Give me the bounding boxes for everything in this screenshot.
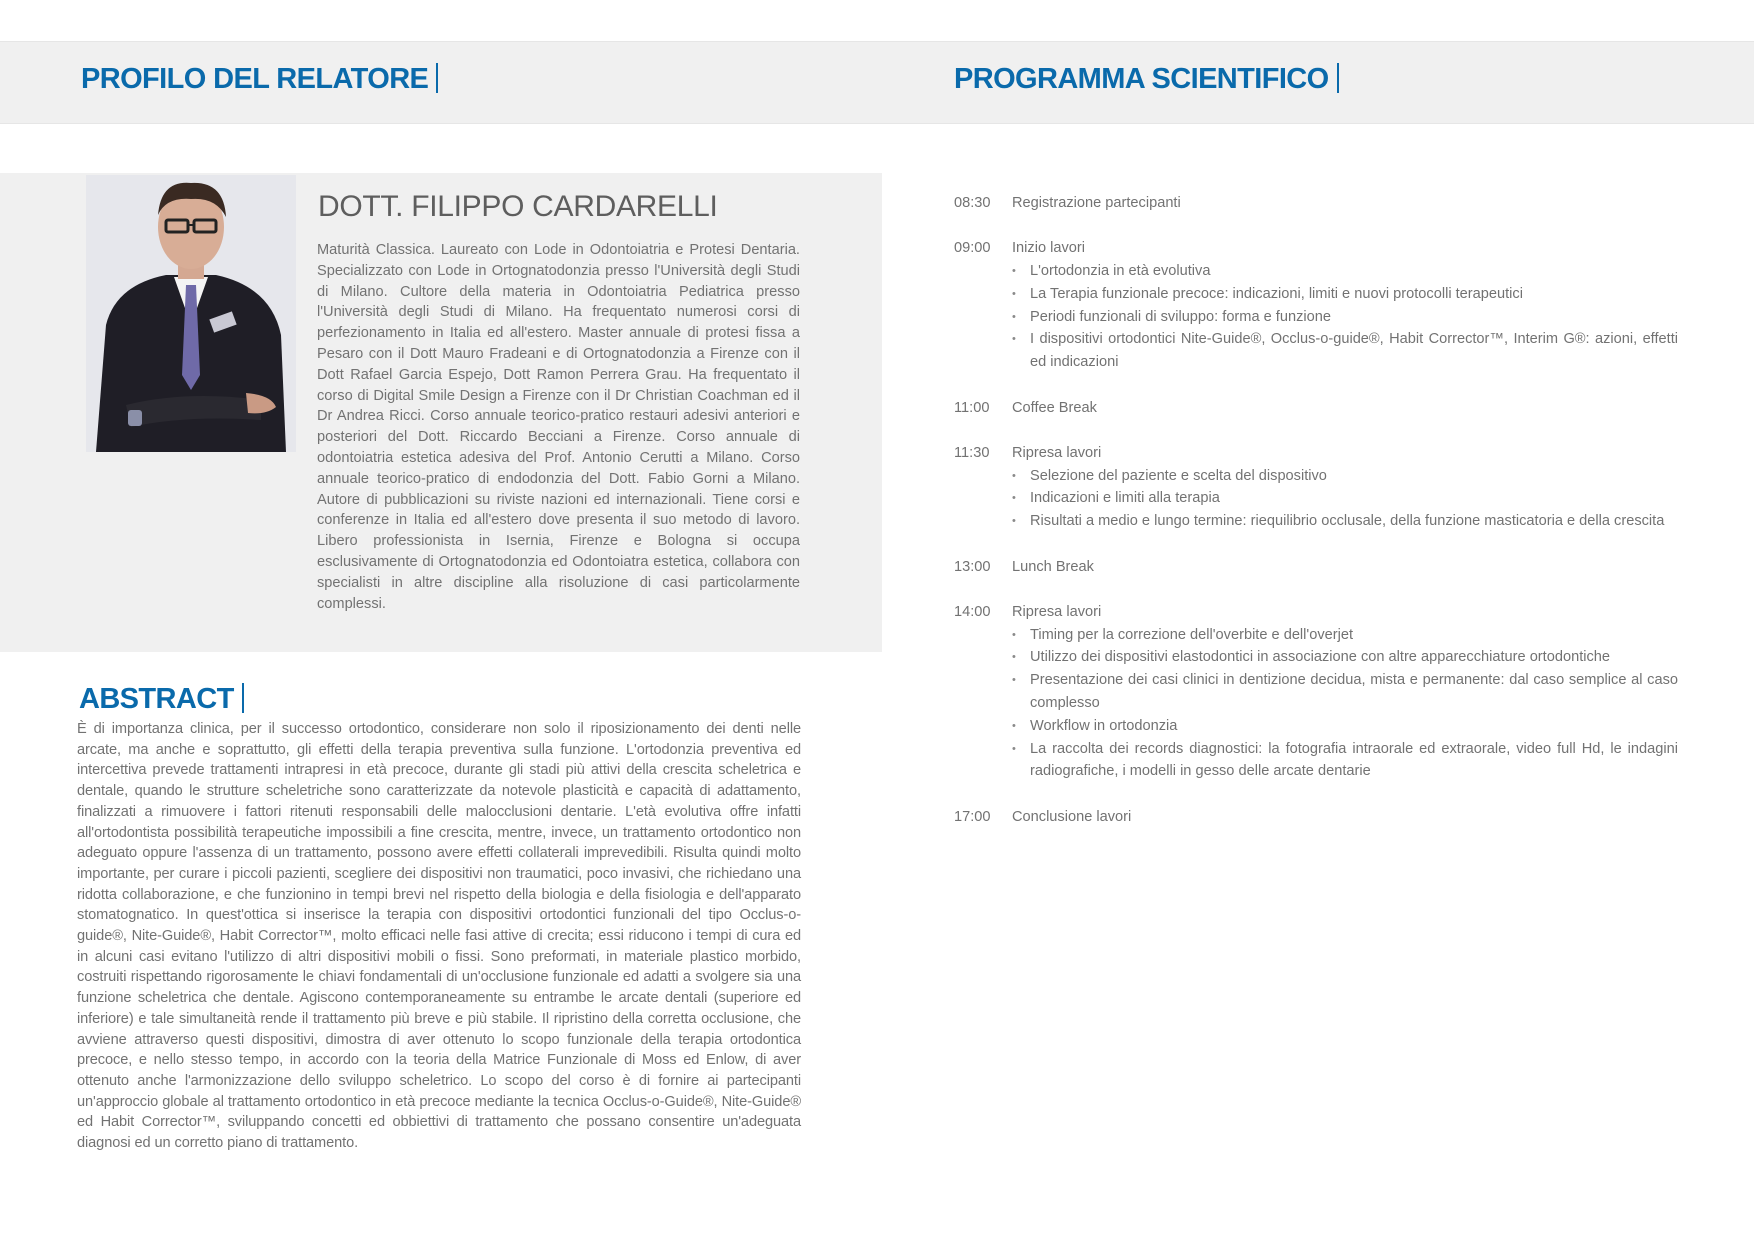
heading-text: ABSTRACT	[79, 683, 234, 715]
topic-item	[1012, 738, 1678, 784]
bullet-icon: •	[1012, 492, 1016, 505]
schedule-slot	[954, 556, 1678, 579]
bullet-icon: •	[1012, 719, 1016, 732]
topic-text: La raccolta dei records diagnostici: la fotografia intraorale ed extraorale, video full Hd, le indagini radiografiche, i modelli in gesso delle arcate dentarie	[1030, 740, 1678, 780]
topic-text: Utilizzo dei dispositivi elastodontici in associazione con altre apparecchiature ortodontiche	[1030, 649, 1611, 666]
topic-text: I dispositivi ortodontici Nite-Guide®, Occlus-o-guide®, Habit Corrector™, Interim G®: azioni, effetti ed indicazioni	[1030, 331, 1678, 371]
program-schedule	[954, 192, 1678, 851]
speaker-bio-text: Maturità Classica. Laureato con Lode in Odontoiatria e Protesi Dentaria. Specializzato con Lode in Ortognatodonzia presso l'Università degli Studi di Milano. Cultore della materia in Odontoiatria Pediatrica presso l'Università degli Studi di Milano. Ha frequentato numerosi corsi di perfezionamento in Italia ed all'estero. Master annuale di protesi fissa a Pesaro con il Dott Mauro Fradeani e di Ortognatodonzia a Firenze con il Dott Rafael Garcia Espejo, Dott Ramon Perrera Grau. Ha frequentato il corso di Digital Smile Design a Firenze con il Dr Christian Coachman ed il Dr Andrea Ricci. Corso annuale teorico-pratico restauri adesivi anteriori e posteriori del Dott. Riccardo Becciani a Firenze. Corso annuale di odontoiatria estetica adesiva del Prof. Antonio Cerutti a Milano. Corso annuale teorico-pratico di endodonzia del Dott. Fabio Gorni a Milano. Autore di pubblicazioni su riviste nazioni ed internazionali. Tiene corsi e conferenze in Italia ed all'estero dove presenta il suo metodo di lavoro. Libero professionista in Isernia, Firenze e Bologna si occupa esclusivamente di Ortognatodonzia ed Odontoiatra estetica, collabora con specialisti in altre discipline alla risoluzione di casi particolarmente complessi.	[317, 242, 800, 612]
schedule-slot	[954, 192, 1678, 215]
topic-text: Indicazioni e limiti alla terapia	[1030, 490, 1220, 507]
slot-header	[954, 397, 1678, 420]
heading-bar-divider	[436, 63, 438, 93]
topic-item	[1012, 669, 1678, 715]
topic-item	[1012, 283, 1678, 306]
bullet-icon: •	[1012, 674, 1016, 687]
slot-title: Ripresa lavori	[1012, 444, 1102, 461]
topic-item	[1012, 487, 1678, 510]
topic-item	[1012, 646, 1678, 669]
bullet-icon: •	[1012, 310, 1016, 323]
slot-topic-list	[954, 465, 1678, 533]
bullet-icon: •	[1012, 651, 1016, 664]
bullet-icon: •	[1012, 742, 1016, 755]
schedule-slot	[954, 601, 1678, 783]
speaker-portrait-icon	[86, 175, 296, 452]
topic-text: Workflow in ortodonzia	[1030, 717, 1178, 734]
heading-bar-divider	[1337, 63, 1339, 93]
heading-text: PROGRAMMA SCIENTIFICO	[954, 63, 1329, 95]
topic-text: Presentazione dei casi clinici in dentizione decidua, mista e permanente: dal caso semplice al caso complesso	[1030, 672, 1678, 712]
slot-time: 17:00	[954, 808, 991, 825]
schedule-slot	[954, 397, 1678, 420]
slot-title: Conclusione lavori	[1012, 808, 1132, 825]
slot-header	[954, 237, 1678, 260]
topic-item	[1012, 328, 1678, 374]
topic-text: Risultati a medio e lungo termine: riequilibrio occlusale, della funzione masticatoria e della crescita	[1030, 513, 1665, 530]
topic-text: Timing per la correzione dell'overbite e dell'overjet	[1030, 626, 1354, 643]
slot-header	[954, 192, 1678, 215]
speaker-name: DOTT. FILIPPO CARDARELLI	[318, 190, 718, 223]
slot-header	[954, 556, 1678, 579]
bullet-icon: •	[1012, 469, 1016, 482]
slot-title: Inizio lavori	[1012, 240, 1085, 257]
topic-text: Periodi funzionali di sviluppo: forma e funzione	[1030, 308, 1331, 325]
bullet-icon: •	[1012, 287, 1016, 300]
schedule-slot	[954, 442, 1678, 533]
topic-item	[1012, 306, 1678, 329]
abstract-heading	[79, 683, 244, 716]
slot-topic-list	[954, 260, 1678, 374]
bullet-icon: •	[1012, 628, 1016, 641]
topic-text: Selezione del paziente e scelta del dispositivo	[1030, 467, 1327, 484]
topic-item	[1012, 510, 1678, 533]
slot-title: Ripresa lavori	[1012, 603, 1102, 620]
slot-time: 08:30	[954, 195, 991, 211]
topic-text: L'ortodonzia in età evolutiva	[1030, 263, 1211, 280]
schedule-slot	[954, 806, 1678, 829]
slot-header	[954, 601, 1678, 624]
bullet-icon: •	[1012, 265, 1016, 278]
slot-time: 11:30	[954, 444, 990, 461]
abstract-text: È di importanza clinica, per il successo ortodontico, considerare non solo il riposizionamento dei denti nelle arcate, ma anche e soprattutto, gli effetti della terapia preventiva sulla funzione. L'ortodonzia preventiva ed intercettiva prevede trattamenti intrapresi in età precoce, durante gli stadi più attivi della crescita scheletrica e dentale, quando le strutture scheletriche sono caratterizzate da notevole plasticità e capacità di adattamento, finalizzati a rimuovere i fattori ritenuti responsabili delle malocclusioni dentarie. L'età evolutiva offre infatti all'ortodontista possibilità terapeutiche impossibili a fine crescita, mentre, invece, un trattamento ortodontico non adeguato oppure l'assenza di un trattamento, possono avere effetti collaterali imprevedibili. Risulta quindi molto importante, per curare i piccoli pazienti, scegliere dei dispositivi non traumatici, poco invasivi, che richiedano una ridotta collaborazione, e che funzionino in tempi brevi nel rispetto della biologia e della fisiologia e dell'apparato stomatognatico. In quest'ottica si inserisce la terapia con dispositivi ortodontici funzionali del tipo Occlus-o-guide®, Nite-Guide®, Habit Corrector™, molto efficaci nelle fasi attive di crecita; essi riducono i tempi di cura ed in alcuni casi evitano l'utilizzo di altri dispositivi mobili o fissi. Sono preformati, in materiale plastico morbido, costruiti rispettando rigorosamente le chiavi fondamentali di un'occlusione funzionale ed adatti a svolgere sia una funzione scheletrica che dentale. Agiscono contemporaneamente su entrambe le arcate dentali (superiore ed inferiore) e tale simultaneità rende il trattamento più breve e più stabile. Il ripristino della corretta occlusione, che avviene attraverso questi dispositivi, dimostra di aver ottenuto lo scopo funzionale della terapia ortodontica precoce, e nello stesso tempo, in accordo con la teoria della Matrice Funzionale di Moss ed Enlow, di aver ottenuto anche l'armonizzazione dello sviluppo scheletrico. Lo scopo del corso è di fornire ai partecipanti un'approccio globale al trattamento ortodontico in età precoce mediante la tecnica Occlus-o-Guide®, Nite-Guide® ed Habit Corrector™, sviluppando concetti ed obbiettivi di trattamento che possano consentire un'adeguata diagnosi ed un corretto piano di trattamento.	[77, 721, 801, 1152]
speaker-photo	[86, 175, 296, 452]
slot-time: 13:00	[954, 558, 991, 575]
slot-header	[954, 806, 1678, 829]
topic-item	[1012, 715, 1678, 738]
topic-item	[1012, 624, 1678, 647]
slot-title: Registrazione partecipanti	[1012, 195, 1181, 211]
slot-header	[954, 442, 1678, 465]
program-heading	[954, 63, 1339, 96]
speaker-profile-heading	[81, 63, 438, 96]
slot-title: Coffee Break	[1012, 399, 1097, 416]
topic-text: La Terapia funzionale precoce: indicazioni, limiti e nuovi protocolli terapeutici	[1030, 285, 1523, 302]
slot-topic-list	[954, 624, 1678, 784]
slot-title: Lunch Break	[1012, 558, 1094, 575]
topic-item	[1012, 465, 1678, 488]
bullet-icon: •	[1012, 515, 1016, 528]
heading-text: PROFILO DEL RELATORE	[81, 63, 429, 95]
slot-time: 09:00	[954, 240, 991, 257]
slot-time: 11:00	[954, 399, 990, 416]
slot-time: 14:00	[954, 603, 991, 620]
schedule-slot	[954, 237, 1678, 374]
heading-bar-divider	[242, 683, 244, 713]
topic-item	[1012, 260, 1678, 283]
bullet-icon: •	[1012, 333, 1016, 346]
